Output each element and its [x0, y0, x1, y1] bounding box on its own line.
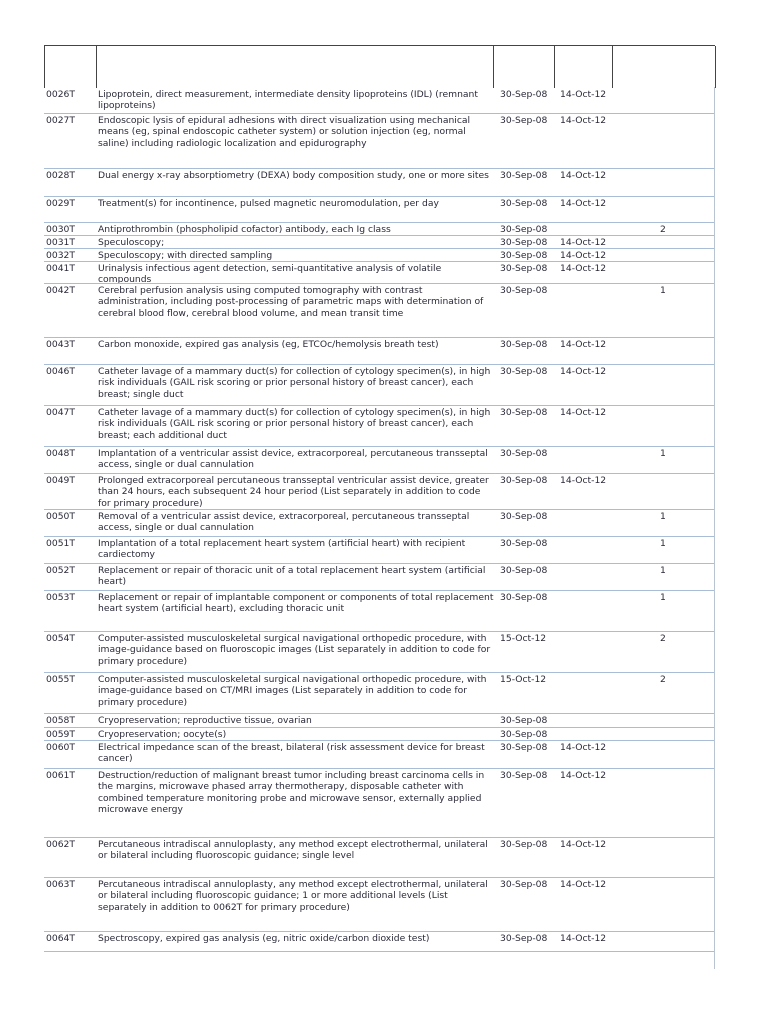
table-row — [44, 447, 715, 474]
row-date-start: 15-Oct-12 — [500, 674, 547, 685]
row-code: 0026T — [46, 89, 75, 100]
row-description: Speculoscopy; with directed sampling — [98, 250, 273, 261]
row-date-end: 14-Oct-12 — [560, 339, 607, 350]
row-code: 0048T — [46, 448, 75, 459]
row-date-start: 30-Sep-08 — [500, 115, 548, 126]
row-date-end: 14-Oct-12 — [560, 366, 607, 377]
row-description: Implantation of a ventricular assist device, extracorporeal, percutaneous transseptal access, single or dual cannulation — [98, 448, 488, 471]
row-code: 0041T — [46, 263, 75, 274]
row-description: Dual energy x-ray absorptiometry (DEXA) body composition study, one or more sites — [98, 170, 489, 181]
table-row — [44, 365, 715, 406]
table-header — [44, 45, 715, 88]
row-code: 0060T — [46, 742, 75, 753]
header-cell-count — [612, 46, 716, 88]
row-count: 1 — [660, 448, 666, 459]
row-code: 0063T — [46, 879, 75, 890]
row-count: 1 — [660, 565, 666, 576]
right-border — [714, 87, 715, 969]
table-row — [44, 262, 715, 284]
row-code: 0054T — [46, 633, 75, 644]
table-row — [44, 223, 715, 236]
table-row — [44, 769, 715, 838]
row-date-start: 30-Sep-08 — [500, 715, 548, 726]
row-code: 0061T — [46, 770, 75, 781]
row-date-start: 30-Sep-08 — [500, 339, 548, 350]
table-row — [44, 338, 715, 365]
row-date-start: 30-Sep-08 — [500, 224, 548, 235]
row-date-start: 30-Sep-08 — [500, 729, 548, 740]
table-row — [44, 741, 715, 769]
code-table — [44, 45, 715, 952]
row-description: Implantation of a total replacement heart system (artificial heart) with recipient cardiectomy — [98, 538, 466, 561]
row-code: 0028T — [46, 170, 75, 181]
row-count: 2 — [660, 633, 666, 644]
row-date-start: 30-Sep-08 — [500, 742, 548, 753]
row-date-start: 30-Sep-08 — [500, 770, 548, 781]
table-row — [44, 249, 715, 262]
table-row — [44, 114, 715, 169]
row-date-end: 14-Oct-12 — [560, 407, 607, 418]
row-code: 0064T — [46, 933, 75, 944]
row-date-start: 15-Oct-12 — [500, 633, 547, 644]
row-description: Prolonged extracorporeal percutaneous transseptal ventricular assist device, greater than 24 hours, each subsequent 24 hour period (List separately in addition to code for primary procedure) — [98, 475, 489, 509]
table-row — [44, 537, 715, 564]
header-cell-description — [96, 46, 494, 88]
row-code: 0051T — [46, 538, 75, 549]
row-code: 0058T — [46, 715, 75, 726]
table-row — [44, 169, 715, 197]
table-row — [44, 673, 715, 714]
row-code: 0059T — [46, 729, 75, 740]
row-date-start: 30-Sep-08 — [500, 839, 548, 850]
row-description: Antiprothrombin (phospholipid cofactor) antibody, each Ig class — [98, 224, 391, 235]
row-date-end: 14-Oct-12 — [560, 170, 607, 181]
row-description: Endoscopic lysis of epidural adhesions with direct visualization using mechanical means (eg, spinal endoscopic catheter system) or solution injection (eg, normal saline) including radiologic localization and epidurography — [98, 115, 471, 149]
row-code: 0062T — [46, 839, 75, 850]
row-code: 0047T — [46, 407, 75, 418]
table-row — [44, 728, 715, 741]
header-cell-date2 — [554, 46, 613, 88]
row-description: Replacement or repair of thoracic unit of a total replacement heart system (artificial heart) — [98, 565, 486, 588]
row-date-end: 14-Oct-12 — [560, 742, 607, 753]
row-date-start: 30-Sep-08 — [500, 538, 548, 549]
row-code: 0050T — [46, 511, 75, 522]
table-row — [44, 878, 715, 932]
table-row — [44, 510, 715, 537]
row-count: 1 — [660, 592, 666, 603]
table-row — [44, 474, 715, 510]
row-code: 0043T — [46, 339, 75, 350]
row-date-start: 30-Sep-08 — [500, 407, 548, 418]
row-date-start: 30-Sep-08 — [500, 475, 548, 486]
row-description: Carbon monoxide, expired gas analysis (eg, ETCOc/hemolysis breath test) — [98, 339, 439, 350]
row-description: Catheter lavage of a mammary duct(s) for collection of cytology specimen(s), in high risk individuals (GAIL risk scoring or prior personal history of breast cancer), each breast; single duct — [98, 366, 491, 400]
row-code: 0029T — [46, 198, 75, 209]
row-description: Catheter lavage of a mammary duct(s) for collection of cytology specimen(s), in high risk individuals (GAIL risk scoring or prior personal history of breast cancer), each breast; each additional duct — [98, 407, 491, 441]
row-code: 0027T — [46, 115, 75, 126]
table-row — [44, 564, 715, 591]
row-count: 1 — [660, 538, 666, 549]
row-code: 0052T — [46, 565, 75, 576]
row-date-end: 14-Oct-12 — [560, 933, 607, 944]
row-date-start: 30-Sep-08 — [500, 511, 548, 522]
row-date-start: 30-Sep-08 — [500, 237, 548, 248]
table-row — [44, 284, 715, 338]
row-date-end: 14-Oct-12 — [560, 115, 607, 126]
row-date-start: 30-Sep-08 — [500, 592, 548, 603]
row-code: 0046T — [46, 366, 75, 377]
table-row — [44, 197, 715, 223]
row-code: 0055T — [46, 674, 75, 685]
row-description: Lipoprotein, direct measurement, intermediate density lipoproteins (IDL) (remnant lipoproteins) — [98, 89, 478, 112]
row-description: Replacement or repair of implantable component or components of total replacement heart system (artificial heart), excluding thoracic unit — [98, 592, 494, 615]
row-description: Percutaneous intradiscal annuloplasty, any method except electrothermal, unilateral or bilateral including fluoroscopic guidance; single level — [98, 839, 488, 862]
row-code: 0030T — [46, 224, 75, 235]
row-code: 0032T — [46, 250, 75, 261]
row-description: Urinalysis infectious agent detection, semi-quantitative analysis of volatile compounds — [98, 263, 442, 286]
row-code: 0053T — [46, 592, 75, 603]
header-cell-date1 — [493, 46, 555, 88]
row-date-end: 14-Oct-12 — [560, 237, 607, 248]
row-date-start: 30-Sep-08 — [500, 933, 548, 944]
row-date-start: 30-Sep-08 — [500, 198, 548, 209]
table-row — [44, 632, 715, 673]
row-date-start: 30-Sep-08 — [500, 366, 548, 377]
row-description: Electrical impedance scan of the breast, bilateral (risk assessment device for breast cancer) — [98, 742, 485, 765]
row-description: Computer-assisted musculoskeletal surgical navigational orthopedic procedure, with image-guidance based on fluoroscopic images (List separately in addition to code for primary procedure) — [98, 633, 491, 667]
row-date-start: 30-Sep-08 — [500, 879, 548, 890]
row-date-end: 14-Oct-12 — [560, 839, 607, 850]
row-date-end: 14-Oct-12 — [560, 475, 607, 486]
row-description: Spectroscopy, expired gas analysis (eg, nitric oxide/carbon dioxide test) — [98, 933, 430, 944]
row-date-start: 30-Sep-08 — [500, 89, 548, 100]
header-cell-code — [44, 46, 97, 88]
row-date-end: 14-Oct-12 — [560, 89, 607, 100]
row-date-start: 30-Sep-08 — [500, 250, 548, 261]
row-description: Cryopreservation; oocyte(s) — [98, 729, 227, 740]
row-date-start: 30-Sep-08 — [500, 263, 548, 274]
table-row — [44, 932, 715, 952]
row-description: Treatment(s) for incontinence, pulsed magnetic neuromodulation, per day — [98, 198, 439, 209]
row-count: 1 — [660, 511, 666, 522]
table-row — [44, 838, 715, 878]
row-date-start: 30-Sep-08 — [500, 448, 548, 459]
row-code: 0031T — [46, 237, 75, 248]
row-date-end: 14-Oct-12 — [560, 263, 607, 274]
row-date-end: 14-Oct-12 — [560, 770, 607, 781]
row-date-end: 14-Oct-12 — [560, 250, 607, 261]
table-row — [44, 714, 715, 728]
table-row — [44, 88, 715, 114]
row-description: Destruction/reduction of malignant breast tumor including breast carcinoma cells in the margins, microwave phased array thermotherapy, disposable catheter with combined temperature monitoring probe and microwave sensor, externally applied microwave energy — [98, 770, 485, 815]
table-row — [44, 406, 715, 447]
row-description: Cerebral perfusion analysis using computed tomography with contrast administration, including post-processing of parametric maps with determination of cerebral blood flow, cerebral blood volume, and mean transit time — [98, 285, 484, 319]
row-count: 1 — [660, 285, 666, 296]
row-date-start: 30-Sep-08 — [500, 565, 548, 576]
row-count: 2 — [660, 674, 666, 685]
row-description: Removal of a ventricular assist device, extracorporeal, percutaneous transseptal access, single or dual cannulation — [98, 511, 470, 534]
row-description: Percutaneous intradiscal annuloplasty, any method except electrothermal, unilateral or bilateral including fluoroscopic guidance; 1 or more additional levels (List separately in addition to 0062T for primary procedure) — [98, 879, 488, 913]
table-row — [44, 236, 715, 249]
row-date-start: 30-Sep-08 — [500, 170, 548, 181]
row-description: Computer-assisted musculoskeletal surgical navigational orthopedic procedure, with image-guidance based on CT/MRI images (List separately in addition to code for primary procedure) — [98, 674, 487, 708]
row-date-end: 14-Oct-12 — [560, 198, 607, 209]
row-count: 2 — [660, 224, 666, 235]
table-body — [44, 88, 715, 952]
table-row — [44, 591, 715, 632]
row-code: 0042T — [46, 285, 75, 296]
row-date-end: 14-Oct-12 — [560, 879, 607, 890]
row-description: Cryopreservation; reproductive tissue, ovarian — [98, 715, 312, 726]
row-code: 0049T — [46, 475, 75, 486]
row-description: Speculoscopy; — [98, 237, 165, 248]
row-date-start: 30-Sep-08 — [500, 285, 548, 296]
